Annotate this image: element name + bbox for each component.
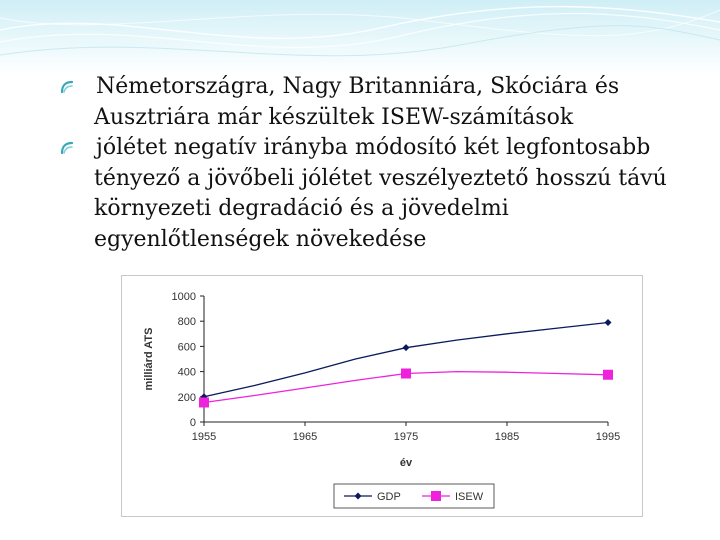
y-tick-label: 1000 [171, 291, 196, 303]
x-tick-label: 1985 [494, 431, 520, 443]
bullet-list [78, 72, 698, 255]
bullet-text: jólétet negatív irányba módosító két legfontosabb [96, 135, 651, 160]
y-tick-label: 600 [177, 341, 196, 354]
y-tick-label: 400 [177, 366, 196, 379]
bullet-text: tényező a jövőbeli jólétet veszélyeztető hosszú távú [94, 165, 667, 191]
bullet-item [60, 72, 698, 133]
data-point-isew [401, 368, 411, 378]
chart-container [121, 275, 643, 517]
bullet-text: Ausztriára már készültek ISEW-számítások [94, 104, 574, 130]
data-point-gdp [403, 344, 410, 351]
line-chart [122, 276, 642, 516]
data-point-gdp [605, 319, 612, 326]
bullet-text: Németországra, Nagy Britanniára, Skóciára és [96, 74, 620, 99]
y-tick-label: 800 [177, 316, 196, 329]
bullet-item [60, 133, 698, 255]
data-point-isew [199, 397, 209, 407]
series-line-gdp [204, 323, 608, 397]
decorative-header-band [0, 0, 720, 75]
data-point-isew [603, 370, 613, 380]
bullet-text: környezeti degradáció és a jövedelmi [94, 196, 509, 221]
legend-label: GDP [377, 491, 401, 503]
y-tick-label: 200 [177, 391, 196, 404]
x-tick-label: 1955 [191, 431, 217, 443]
y-axis-label: milliárd ATS [143, 327, 155, 391]
legend-label: ISEW [455, 491, 484, 503]
x-tick-label: 1965 [292, 431, 318, 443]
legend-marker [431, 491, 441, 501]
x-tick-label: 1975 [393, 431, 419, 443]
teal-swirl-bullet-icon [60, 141, 74, 155]
x-axis-label: év [399, 457, 413, 469]
y-tick-label: 0 [189, 417, 196, 429]
bullet-text: egyenlőtlenségek növekedése [94, 226, 427, 252]
teal-swirl-bullet-icon [60, 80, 74, 94]
wave-lines-decoration [0, 0, 720, 75]
x-tick-label: 1995 [595, 431, 621, 443]
